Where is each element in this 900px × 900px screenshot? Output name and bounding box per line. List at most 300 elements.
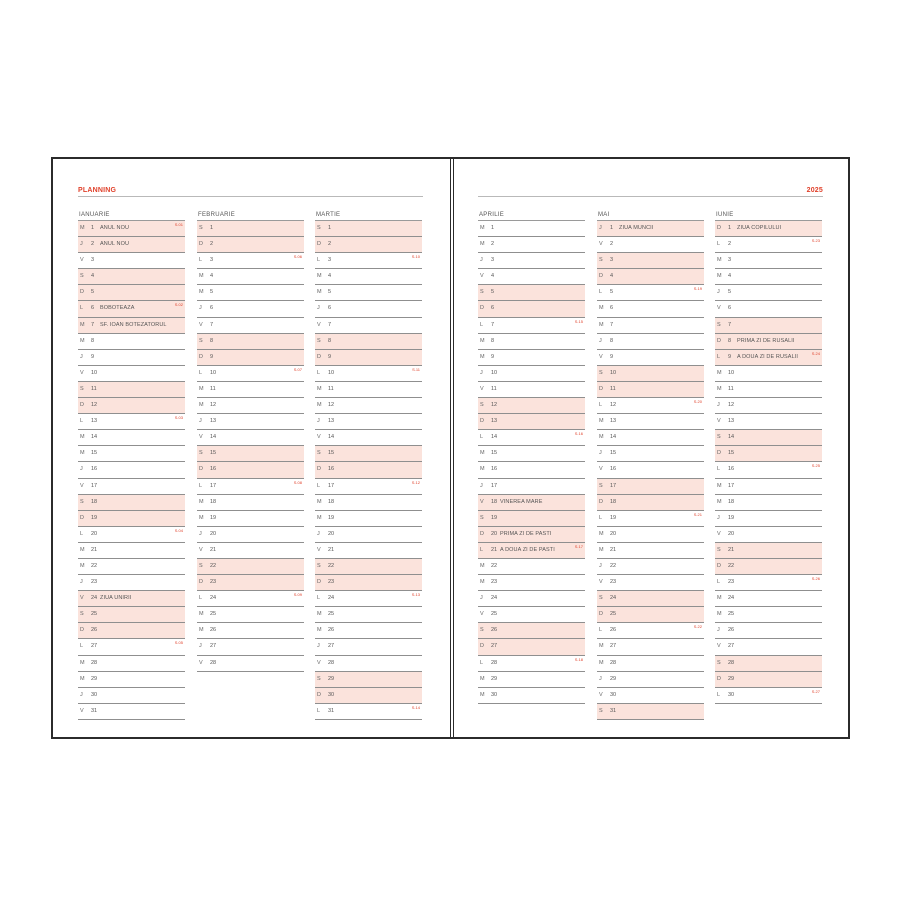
page-header-year: 2025 [806, 187, 823, 194]
day-letter: D [199, 466, 203, 473]
day-row[interactable] [478, 318, 585, 334]
day-row[interactable] [478, 575, 585, 591]
day-row[interactable] [197, 350, 304, 366]
day-row[interactable] [715, 495, 822, 511]
month-name: MARTIE [315, 211, 422, 221]
day-row[interactable] [715, 559, 822, 575]
week-number: S.03 [174, 415, 183, 421]
day-letter: S [717, 659, 721, 666]
day-row[interactable] [197, 623, 304, 639]
day-row[interactable] [597, 495, 704, 511]
day-row[interactable] [315, 301, 422, 317]
day-row[interactable] [315, 350, 422, 366]
day-number: 9 [91, 353, 95, 360]
day-row[interactable] [715, 301, 822, 317]
day-row[interactable] [597, 318, 704, 334]
day-row[interactable] [78, 656, 185, 672]
day-number: 24 [491, 595, 498, 602]
day-row[interactable] [715, 285, 822, 301]
day-number: 23 [491, 579, 498, 586]
day-number: 20 [491, 530, 498, 537]
day-row[interactable] [597, 366, 704, 382]
month-column-iunie [715, 211, 822, 704]
day-row[interactable] [315, 495, 422, 511]
day-number: 16 [328, 466, 335, 473]
day-row[interactable] [197, 285, 304, 301]
day-row[interactable] [478, 462, 585, 478]
day-row[interactable] [78, 398, 185, 414]
day-row[interactable] [597, 382, 704, 398]
day-row[interactable] [197, 398, 304, 414]
day-number: 1 [210, 225, 214, 231]
day-letter: V [717, 643, 721, 650]
day-row[interactable] [715, 446, 822, 462]
day-number: 10 [491, 369, 498, 376]
day-number: 31 [328, 707, 335, 714]
day-number: 3 [91, 257, 95, 264]
day-row[interactable] [597, 398, 704, 414]
day-row[interactable] [197, 462, 304, 478]
day-row[interactable] [715, 591, 822, 607]
day-row[interactable] [315, 543, 422, 559]
day-row[interactable] [597, 527, 704, 543]
day-row[interactable] [315, 414, 422, 430]
day-row[interactable] [715, 382, 822, 398]
day-number: 17 [210, 482, 217, 489]
day-letter: D [317, 241, 321, 248]
day-row[interactable] [78, 237, 185, 253]
day-row[interactable] [78, 704, 185, 720]
day-row[interactable] [78, 350, 185, 366]
day-number: 9 [728, 353, 732, 360]
day-row[interactable] [478, 221, 585, 237]
day-letter: J [199, 418, 202, 425]
day-row[interactable] [478, 527, 585, 543]
day-row[interactable] [478, 237, 585, 253]
day-letter: V [480, 611, 484, 618]
day-row[interactable] [78, 607, 185, 623]
day-number: 11 [610, 385, 616, 392]
day-row[interactable] [715, 688, 822, 704]
day-row[interactable] [597, 269, 704, 285]
day-row[interactable] [197, 253, 304, 269]
day-row[interactable] [597, 253, 704, 269]
day-row[interactable] [315, 607, 422, 623]
day-number: 11 [491, 385, 497, 392]
day-row[interactable] [78, 334, 185, 350]
day-row[interactable] [478, 382, 585, 398]
day-row[interactable] [78, 511, 185, 527]
day-letter: D [80, 627, 84, 634]
left-page [53, 159, 450, 737]
day-row[interactable] [478, 591, 585, 607]
day-letter: M [80, 321, 85, 328]
day-row[interactable] [715, 398, 822, 414]
day-letter: M [317, 611, 322, 618]
day-row[interactable] [315, 656, 422, 672]
day-row[interactable] [478, 414, 585, 430]
day-row[interactable] [197, 318, 304, 334]
day-letter: J [317, 643, 320, 650]
day-row[interactable] [315, 318, 422, 334]
day-row[interactable] [197, 495, 304, 511]
day-row[interactable] [715, 607, 822, 623]
day-letter: V [199, 321, 203, 328]
day-number: 29 [728, 675, 735, 682]
day-number: 20 [610, 530, 617, 537]
day-row[interactable] [315, 221, 422, 237]
day-row[interactable] [478, 253, 585, 269]
day-row[interactable] [478, 543, 585, 559]
day-row[interactable] [715, 639, 822, 655]
day-row[interactable] [715, 623, 822, 639]
day-letter: M [717, 611, 722, 618]
day-number: 20 [210, 530, 217, 537]
day-row[interactable] [197, 543, 304, 559]
day-row[interactable] [315, 237, 422, 253]
day-row[interactable] [715, 511, 822, 527]
day-row[interactable] [478, 607, 585, 623]
day-row[interactable] [197, 656, 304, 672]
day-letter: J [717, 289, 720, 296]
day-row[interactable] [478, 559, 585, 575]
day-row[interactable] [315, 688, 422, 704]
day-row[interactable] [315, 559, 422, 575]
day-row[interactable] [78, 559, 185, 575]
day-row[interactable] [478, 334, 585, 350]
day-number: 24 [91, 595, 98, 602]
day-number: 19 [728, 514, 735, 521]
day-row[interactable] [597, 559, 704, 575]
day-event: ANUL NOU [100, 225, 130, 231]
day-row[interactable] [597, 334, 704, 350]
day-row[interactable] [597, 462, 704, 478]
day-row[interactable] [597, 237, 704, 253]
day-number: 27 [210, 643, 217, 650]
day-row[interactable] [715, 527, 822, 543]
day-number: 12 [328, 402, 335, 409]
day-row[interactable] [597, 704, 704, 720]
week-number: S.01 [174, 222, 183, 227]
day-letter: V [599, 353, 603, 360]
day-letter: M [199, 385, 204, 392]
day-row[interactable] [78, 253, 185, 269]
day-row[interactable] [78, 285, 185, 301]
day-letter: D [199, 579, 203, 586]
day-row[interactable] [197, 607, 304, 623]
day-row[interactable] [78, 221, 185, 237]
day-row[interactable] [78, 430, 185, 446]
day-row[interactable] [315, 446, 422, 462]
day-row[interactable] [597, 575, 704, 591]
day-number: 11 [328, 385, 334, 392]
day-number: 3 [491, 257, 495, 264]
day-letter: J [480, 482, 483, 489]
day-letter: M [717, 385, 722, 392]
day-row[interactable] [315, 253, 422, 269]
day-number: 28 [328, 659, 335, 666]
day-number: 4 [328, 273, 332, 280]
day-row[interactable] [197, 575, 304, 591]
day-row[interactable] [715, 237, 822, 253]
day-row[interactable] [197, 559, 304, 575]
day-letter: D [480, 643, 484, 650]
day-letter: M [480, 466, 485, 473]
day-number: 25 [610, 611, 617, 618]
day-row[interactable] [715, 269, 822, 285]
day-row[interactable] [715, 543, 822, 559]
day-letter: M [480, 353, 485, 360]
day-event: PRIMA ZI DE RUSALII [737, 337, 795, 344]
day-row[interactable] [78, 462, 185, 478]
day-row[interactable] [315, 704, 422, 720]
day-letter: L [480, 434, 484, 441]
week-number: S.14 [411, 704, 420, 710]
day-row[interactable] [715, 350, 822, 366]
day-row[interactable] [597, 414, 704, 430]
day-number: 29 [491, 675, 498, 682]
day-row[interactable] [78, 269, 185, 285]
day-row[interactable] [315, 462, 422, 478]
day-letter: S [480, 627, 484, 634]
day-row[interactable] [197, 269, 304, 285]
day-row[interactable] [715, 334, 822, 350]
day-row[interactable] [597, 301, 704, 317]
day-letter: D [80, 402, 84, 409]
day-number: 1 [610, 225, 614, 231]
day-row[interactable] [315, 623, 422, 639]
day-row[interactable] [478, 398, 585, 414]
day-row[interactable] [78, 446, 185, 462]
day-letter: S [317, 450, 321, 457]
day-number: 17 [728, 482, 735, 489]
day-number: 15 [210, 450, 217, 457]
day-row[interactable] [715, 479, 822, 495]
day-row[interactable] [197, 430, 304, 446]
day-row[interactable] [197, 446, 304, 462]
day-row[interactable] [715, 430, 822, 446]
week-number: S.05 [174, 640, 183, 646]
week-number: S.27 [811, 688, 820, 694]
day-letter: M [599, 530, 604, 537]
day-row[interactable] [315, 334, 422, 350]
day-row[interactable] [78, 366, 185, 382]
day-letter: M [199, 627, 204, 634]
day-number: 20 [728, 530, 735, 537]
day-row[interactable] [315, 575, 422, 591]
day-row[interactable] [478, 269, 585, 285]
day-row[interactable] [597, 656, 704, 672]
day-row[interactable] [78, 543, 185, 559]
day-letter: J [717, 627, 720, 634]
day-row[interactable] [478, 495, 585, 511]
day-letter: S [80, 611, 84, 618]
day-row[interactable] [197, 221, 304, 237]
day-letter: J [80, 353, 83, 360]
day-number: 15 [610, 450, 617, 457]
day-letter: V [317, 546, 321, 553]
day-letter: S [599, 595, 603, 602]
day-row[interactable] [597, 446, 704, 462]
day-row[interactable] [715, 462, 822, 478]
day-row[interactable] [315, 511, 422, 527]
day-letter: V [80, 257, 84, 264]
day-row[interactable] [197, 414, 304, 430]
day-row[interactable] [597, 672, 704, 688]
day-number: 16 [491, 466, 498, 473]
day-row[interactable] [597, 543, 704, 559]
day-row[interactable] [597, 688, 704, 704]
day-letter: V [317, 434, 321, 441]
day-row[interactable] [478, 285, 585, 301]
day-row[interactable] [315, 382, 422, 398]
day-row[interactable] [715, 656, 822, 672]
day-row[interactable] [315, 527, 422, 543]
day-letter: S [599, 257, 603, 264]
day-row[interactable] [478, 479, 585, 495]
day-row[interactable] [78, 591, 185, 607]
day-row[interactable] [197, 639, 304, 655]
day-number: 4 [91, 273, 95, 280]
day-row[interactable] [715, 318, 822, 334]
day-letter: L [717, 241, 721, 248]
day-number: 7 [210, 321, 214, 328]
day-number: 28 [610, 659, 617, 666]
day-letter: D [717, 675, 721, 682]
day-row[interactable] [78, 301, 185, 317]
day-number: 3 [328, 257, 332, 264]
day-letter: M [317, 402, 322, 409]
week-number: S.02 [174, 302, 183, 308]
day-row[interactable] [315, 430, 422, 446]
day-number: 30 [610, 691, 617, 698]
day-letter: J [199, 530, 202, 537]
day-row[interactable] [715, 672, 822, 688]
day-letter: L [599, 402, 603, 409]
day-row[interactable] [78, 414, 185, 430]
day-row[interactable] [597, 285, 704, 301]
day-number: 14 [210, 434, 217, 441]
day-letter: M [480, 675, 485, 682]
day-letter: L [317, 257, 321, 264]
day-row[interactable] [478, 430, 585, 446]
day-row[interactable] [197, 511, 304, 527]
day-number: 6 [491, 305, 495, 312]
day-row[interactable] [478, 688, 585, 704]
day-row[interactable] [315, 366, 422, 382]
day-row[interactable] [315, 639, 422, 655]
day-row[interactable] [597, 511, 704, 527]
day-row[interactable] [478, 623, 585, 639]
day-event: A DOUA ZI DE RUSALII [737, 353, 798, 360]
day-row[interactable] [78, 382, 185, 398]
day-row[interactable] [715, 366, 822, 382]
day-row[interactable] [197, 301, 304, 317]
day-row[interactable] [197, 479, 304, 495]
day-row[interactable] [597, 623, 704, 639]
day-row[interactable] [197, 334, 304, 350]
day-row[interactable] [478, 511, 585, 527]
day-letter: J [599, 562, 602, 569]
day-row[interactable] [78, 318, 185, 334]
day-row[interactable] [715, 221, 822, 237]
day-row[interactable] [78, 479, 185, 495]
day-row[interactable] [715, 414, 822, 430]
day-row[interactable] [478, 656, 585, 672]
day-row[interactable] [197, 366, 304, 382]
day-number: 27 [328, 643, 335, 650]
day-row[interactable] [597, 591, 704, 607]
day-letter: M [80, 675, 85, 682]
day-row[interactable] [315, 672, 422, 688]
day-row[interactable] [478, 639, 585, 655]
day-row[interactable] [478, 350, 585, 366]
day-letter: S [717, 434, 721, 441]
day-letter: L [717, 466, 721, 473]
day-row[interactable] [78, 495, 185, 511]
day-letter: J [599, 450, 602, 457]
day-number: 28 [210, 659, 217, 666]
day-number: 19 [610, 514, 617, 521]
day-row[interactable] [78, 527, 185, 543]
day-row[interactable] [597, 639, 704, 655]
day-row[interactable] [315, 591, 422, 607]
day-row[interactable] [78, 688, 185, 704]
day-row[interactable] [78, 672, 185, 688]
day-event: SF. IOAN BOTEZATORUL [100, 321, 167, 328]
day-row[interactable] [715, 253, 822, 269]
day-row[interactable] [315, 398, 422, 414]
day-row[interactable] [597, 350, 704, 366]
week-number: S.11 [412, 366, 420, 372]
day-row[interactable] [715, 575, 822, 591]
day-row[interactable] [597, 607, 704, 623]
day-row[interactable] [78, 575, 185, 591]
day-row[interactable] [597, 479, 704, 495]
day-number: 27 [610, 643, 617, 650]
day-row[interactable] [78, 623, 185, 639]
day-number: 1 [328, 225, 332, 231]
day-letter: S [717, 546, 721, 553]
day-row[interactable] [197, 382, 304, 398]
day-row[interactable] [597, 430, 704, 446]
day-row[interactable] [78, 639, 185, 655]
day-row[interactable] [597, 221, 704, 237]
day-number: 23 [610, 579, 617, 586]
day-number: 30 [91, 691, 98, 698]
day-number: 11 [728, 385, 734, 392]
day-number: 1 [91, 225, 95, 231]
day-letter: D [199, 241, 203, 248]
day-number: 12 [91, 402, 98, 409]
day-row[interactable] [197, 591, 304, 607]
day-row[interactable] [197, 527, 304, 543]
day-row[interactable] [478, 366, 585, 382]
day-letter: S [317, 225, 321, 231]
day-row[interactable] [315, 285, 422, 301]
day-number: 21 [491, 546, 498, 553]
day-number: 26 [91, 627, 98, 634]
month-name: MAI [597, 211, 704, 221]
day-row[interactable] [315, 479, 422, 495]
day-row[interactable] [478, 301, 585, 317]
day-row[interactable] [478, 446, 585, 462]
day-row[interactable] [315, 269, 422, 285]
day-number: 2 [91, 241, 95, 248]
day-row[interactable] [478, 672, 585, 688]
day-row[interactable] [197, 237, 304, 253]
day-number: 26 [728, 627, 735, 634]
